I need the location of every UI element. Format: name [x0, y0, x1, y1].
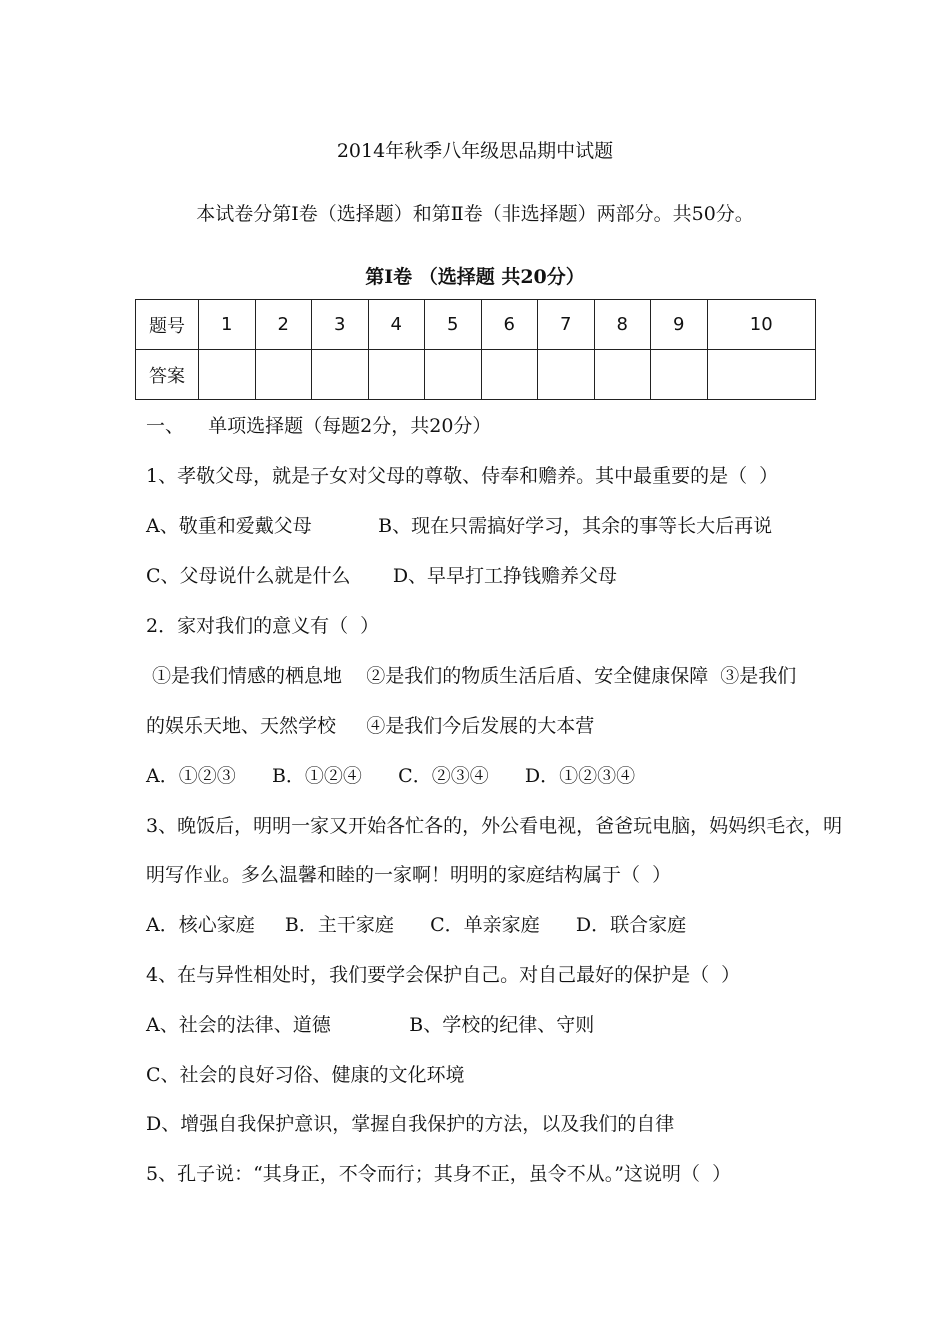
question-number-cell: 5	[425, 300, 482, 350]
question-5-stem: 5、孔子说：“其身正，不令而行；其身不正，虽令不从。”这说明（ ）	[146, 1163, 732, 1185]
question-number-label: 题号	[136, 300, 199, 350]
answer-label: 答案	[136, 350, 199, 400]
answer-cell[interactable]	[368, 350, 425, 400]
question-4-options-ab: A、社会的法律、道德 B、学校的纪律、守则	[146, 1014, 595, 1036]
question-1-stem: 1、孝敬父母，就是子女对父母的尊敬、侍奉和赡养。其中最重要的是（ ）	[146, 465, 779, 487]
question-4-stem: 4、在与异性相处时，我们要学会保护自己。对自己最好的保护是（ ）	[146, 964, 741, 986]
question-2-items-line2: 的娱乐天地、天然学校 ④是我们今后发展的大本营	[146, 715, 595, 737]
question-3-stem-line2: 明写作业。多么温馨和睦的一家啊！明明的家庭结构属于（ ）	[146, 864, 672, 886]
question-2-stem: 2．家对我们的意义有（ ）	[146, 615, 380, 637]
answer-table	[135, 299, 816, 400]
answer-cell[interactable]	[651, 350, 708, 400]
answer-cell[interactable]	[255, 350, 312, 400]
answer-cell[interactable]	[312, 350, 369, 400]
exam-intro: 本试卷分第Ⅰ卷（选择题）和第Ⅱ卷（非选择题）两部分。共50分。	[196, 203, 754, 225]
question-3-options: A．核心家庭 B．主干家庭 C．单亲家庭 D．联合家庭	[146, 914, 687, 936]
question-number-cell: 1	[199, 300, 256, 350]
answer-cell[interactable]	[594, 350, 651, 400]
part-one-heading: 一、 单项选择题（每题2分，共20分）	[146, 415, 492, 437]
answer-cell[interactable]	[538, 350, 595, 400]
question-1-options-cd: C、父母说什么就是什么 D、早早打工挣钱赡养父母	[146, 565, 618, 587]
question-2-items-line1: ①是我们情感的栖息地 ②是我们的物质生活后盾、安全健康保障 ③是我们	[146, 665, 797, 687]
answer-cell[interactable]	[481, 350, 538, 400]
question-number-cell: 6	[481, 300, 538, 350]
exam-title: 2014年秋季八年级思品期中试题	[336, 140, 614, 162]
question-number-cell: 10	[707, 300, 816, 350]
answer-table-answer-row	[136, 350, 816, 400]
section-title: 第Ⅰ卷 （选择题 共20分）	[365, 266, 585, 288]
answer-cell[interactable]	[199, 350, 256, 400]
answer-table-number-row	[136, 300, 816, 350]
answer-cell[interactable]	[425, 350, 482, 400]
question-number-cell: 4	[368, 300, 425, 350]
question-2-options: A．①②③ B．①②④ C．②③④ D．①②③④	[146, 765, 636, 787]
question-number-cell: 8	[594, 300, 651, 350]
question-3-stem-line1: 3、晚饭后，明明一家又开始各忙各的，外公看电视，爸爸玩电脑，妈妈织毛衣，明	[146, 815, 843, 837]
question-4-option-d: D、增强自我保护意识，掌握自我保护的方法，以及我们的自律	[146, 1113, 675, 1135]
question-number-cell: 2	[255, 300, 312, 350]
question-4-option-c: C、社会的良好习俗、健康的文化环境	[146, 1064, 465, 1086]
question-number-cell: 3	[312, 300, 369, 350]
question-1-options-ab: A、敬重和爱戴父母 B、现在只需搞好学习，其余的事等长大后再说	[146, 515, 773, 537]
question-number-cell: 9	[651, 300, 708, 350]
question-number-cell: 7	[538, 300, 595, 350]
answer-cell[interactable]	[707, 350, 816, 400]
